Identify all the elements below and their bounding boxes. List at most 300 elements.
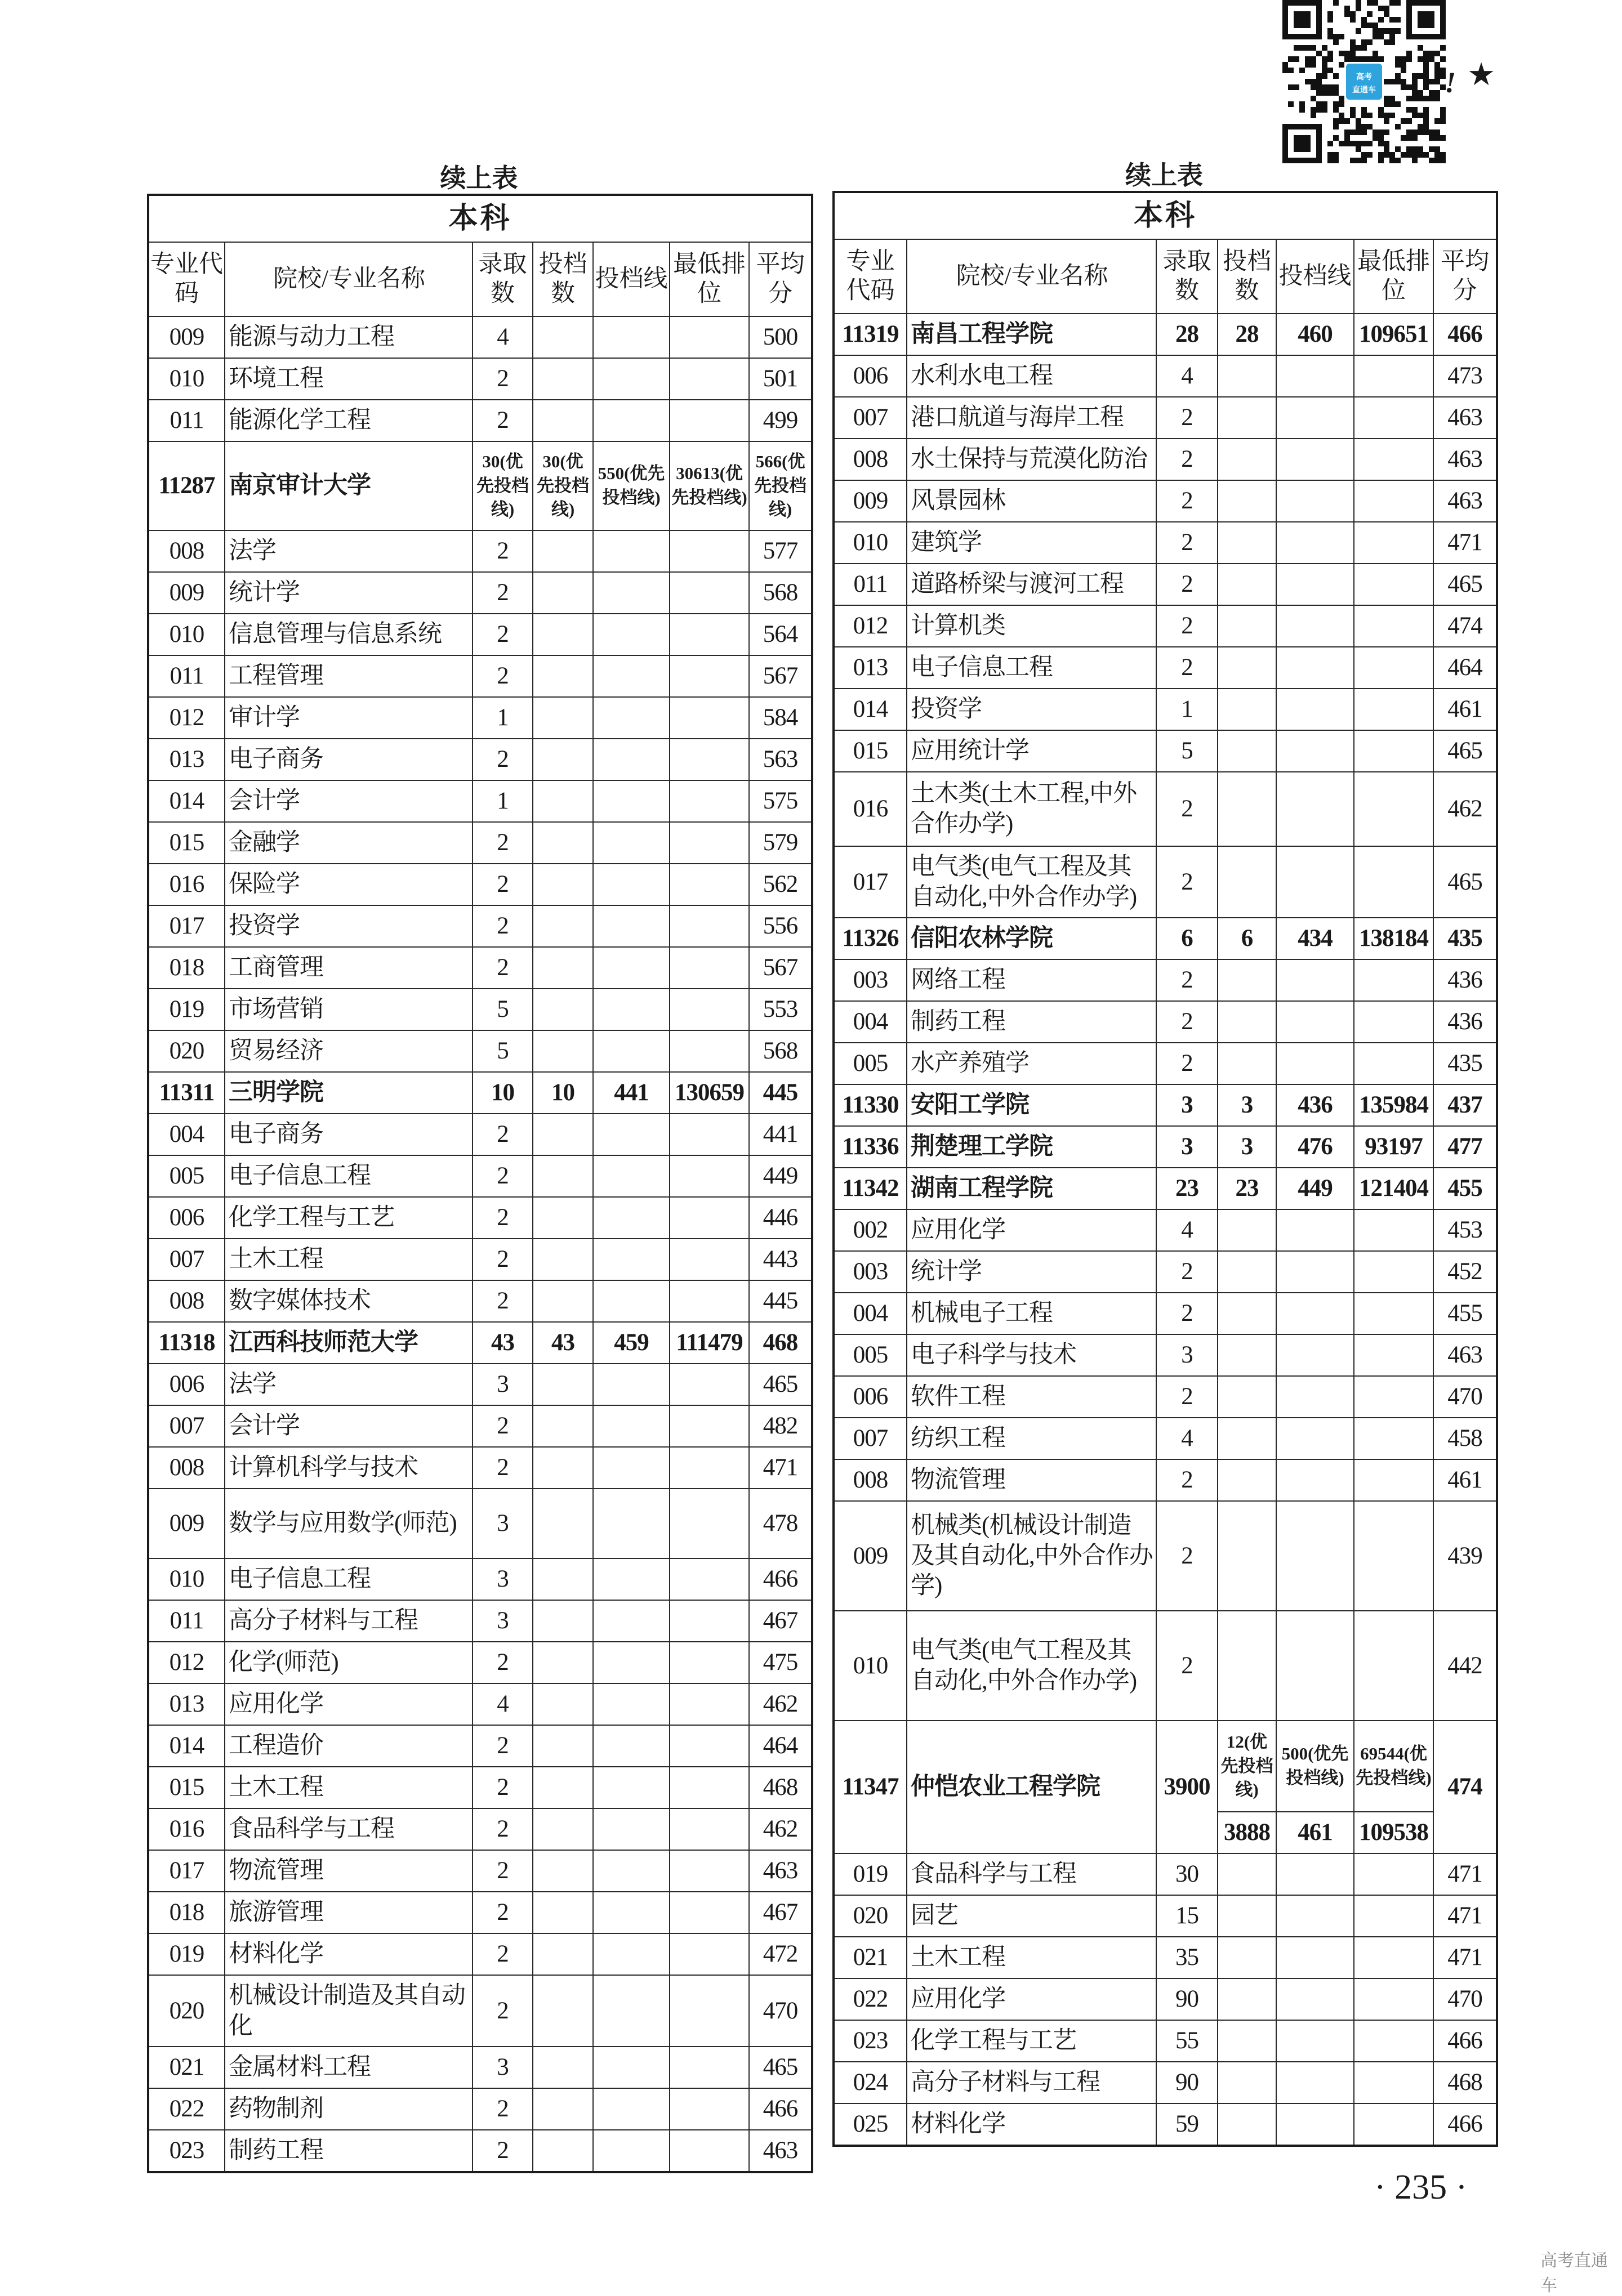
cell-cutoff — [1276, 1937, 1354, 1978]
cell-code: 006 — [834, 355, 907, 397]
cell-min-rank — [670, 1114, 749, 1155]
cell-cutoff — [1276, 959, 1354, 1001]
cell-admitted: 3 — [1156, 1126, 1218, 1168]
cell-filed — [533, 1280, 593, 1322]
cell-average: 465 — [749, 2047, 812, 2088]
cell-name: 食品科学与工程 — [907, 1853, 1156, 1895]
cell-filed — [533, 1405, 593, 1447]
cell-average: 437 — [1433, 1084, 1497, 1126]
cell-min-rank — [1354, 522, 1433, 564]
cell-min-rank — [670, 530, 749, 572]
cell-code: 017 — [148, 1850, 225, 1892]
table-row — [834, 1501, 1497, 1611]
cell-code: 011 — [148, 655, 225, 697]
cell-code: 018 — [148, 947, 225, 989]
cell-code: 014 — [834, 689, 907, 730]
cell-filed — [1218, 1376, 1276, 1418]
cell-cutoff — [1276, 605, 1354, 647]
cell-average: 467 — [749, 1892, 812, 1933]
cell-cutoff — [593, 572, 670, 614]
table-row — [148, 1600, 812, 1642]
cell-admitted: 2 — [473, 2088, 533, 2130]
cell-filed — [533, 1808, 593, 1850]
cell-code: 11319 — [834, 314, 907, 355]
table-row — [148, 905, 812, 947]
cell-cutoff — [593, 1933, 670, 1975]
cell-min-rank — [670, 1489, 749, 1558]
cell-cutoff — [593, 2047, 670, 2088]
cell-filed — [533, 780, 593, 822]
cell-filed — [1218, 772, 1276, 846]
cell-average: 441 — [749, 1114, 812, 1155]
cell-admitted: 2 — [1156, 605, 1218, 647]
table-row — [834, 522, 1497, 564]
cell-admitted: 2 — [1156, 1001, 1218, 1043]
cell-cutoff — [593, 1725, 670, 1767]
cell-min-rank — [670, 1280, 749, 1322]
cell-cutoff — [1276, 1209, 1354, 1251]
cell-min-rank: 111479 — [670, 1322, 749, 1364]
cell-min-rank — [670, 739, 749, 780]
cell-admitted: 2 — [473, 1197, 533, 1239]
cell-filed — [1218, 730, 1276, 772]
cell-min-rank — [1354, 439, 1433, 480]
cell-filed: 28 — [1218, 314, 1276, 355]
cell-average: 468 — [749, 1767, 812, 1808]
cell-average: 471 — [749, 1447, 812, 1489]
cell-code: 005 — [834, 1043, 907, 1084]
cell-average: 436 — [1433, 959, 1497, 1001]
cell-admitted: 1 — [473, 780, 533, 822]
cell-name: 南昌工程学院 — [907, 314, 1156, 355]
cell-filed — [533, 572, 593, 614]
school-row — [834, 1126, 1497, 1168]
cell-average: 500 — [749, 316, 812, 358]
cell-min-rank — [1354, 772, 1433, 846]
cell-min-rank — [670, 316, 749, 358]
cell-min-rank: 135984 — [1354, 1084, 1433, 1126]
cell-average: 461 — [1433, 1459, 1497, 1501]
cell-min-rank: 30613(优先投档线) — [670, 441, 749, 530]
cell-cutoff — [593, 358, 670, 400]
table-row — [834, 2103, 1497, 2146]
cell-min-rank: 138184 — [1354, 918, 1433, 959]
cell-name: 金属材料工程 — [225, 2047, 473, 2088]
cell-name: 金融学 — [225, 822, 473, 864]
cell-average: 463 — [1433, 480, 1497, 522]
cell-filed — [533, 1114, 593, 1155]
cell-admitted: 2 — [1156, 564, 1218, 605]
table-row — [148, 989, 812, 1030]
cell-admitted: 2 — [1156, 959, 1218, 1001]
table-row — [834, 647, 1497, 689]
cell-average: 463 — [749, 2130, 812, 2172]
cell-min-rank — [1354, 2020, 1433, 2062]
cell-filed — [1218, 439, 1276, 480]
cell-average: 449 — [749, 1155, 812, 1197]
qr-code — [1282, 0, 1446, 163]
cell-average: 468 — [749, 1322, 812, 1364]
cell-min-rank — [1354, 730, 1433, 772]
cell-average: 470 — [1433, 1376, 1497, 1418]
cell-min-rank — [670, 400, 749, 441]
cell-min-rank — [670, 1155, 749, 1197]
section-row — [148, 195, 812, 242]
cell-code: 007 — [148, 1405, 225, 1447]
cell-code: 010 — [834, 1611, 907, 1721]
column-header: 投档数 — [533, 242, 593, 316]
cell-filed — [1218, 522, 1276, 564]
cell-cutoff — [593, 530, 670, 572]
cell-name: 道路桥梁与渡河工程 — [907, 564, 1156, 605]
cell-code: 015 — [148, 822, 225, 864]
cell-filed — [1218, 1293, 1276, 1334]
cell-filed — [1218, 2103, 1276, 2146]
cell-code: 009 — [834, 480, 907, 522]
cell-name: 化学工程与工艺 — [907, 2020, 1156, 2062]
cell-cutoff — [593, 1808, 670, 1850]
cell-name: 统计学 — [225, 572, 473, 614]
cell-cutoff — [1276, 647, 1354, 689]
cell-min-rank — [670, 780, 749, 822]
cell-filed: 3 — [1218, 1084, 1276, 1126]
cell-admitted: 2 — [1156, 1459, 1218, 1501]
table-row — [148, 739, 812, 780]
cell-admitted: 2 — [473, 905, 533, 947]
cell-filed — [1218, 1895, 1276, 1937]
table-row — [834, 1937, 1497, 1978]
cell-name: 电子科学与技术 — [907, 1334, 1156, 1376]
cell-filed: 43 — [533, 1322, 593, 1364]
cell-name: 安阳工学院 — [907, 1084, 1156, 1126]
school-row — [148, 441, 812, 530]
cell-filed — [533, 822, 593, 864]
table-row — [834, 1459, 1497, 1501]
cell-admitted: 4 — [1156, 355, 1218, 397]
cell-name: 法学 — [225, 530, 473, 572]
table-row — [148, 1683, 812, 1725]
cell-min-rank — [670, 1239, 749, 1280]
cell-average: 465 — [1433, 846, 1497, 918]
table-row — [148, 1767, 812, 1808]
cell-name: 应用化学 — [907, 1209, 1156, 1251]
cell-admitted: 3 — [473, 1364, 533, 1405]
svg-text:高考: 高考 — [1356, 73, 1372, 82]
cell-min-rank — [1354, 1978, 1433, 2020]
cell-code: 005 — [148, 1155, 225, 1197]
cell-admitted: 3 — [1156, 1334, 1218, 1376]
cell-average: 568 — [749, 572, 812, 614]
cell-name: 机械电子工程 — [907, 1293, 1156, 1334]
table-row — [148, 1447, 812, 1489]
cell-code: 11287 — [148, 441, 225, 530]
cell-average: 471 — [1433, 522, 1497, 564]
cell-cutoff — [1276, 1251, 1354, 1293]
cell-cutoff — [593, 780, 670, 822]
cell-cutoff — [593, 697, 670, 739]
cell-cutoff — [593, 1558, 670, 1600]
cell-admitted: 2 — [473, 1933, 533, 1975]
cell-filed — [533, 400, 593, 441]
school-row — [834, 1084, 1497, 1126]
cell-cutoff — [1276, 1501, 1354, 1611]
section-row — [834, 192, 1497, 239]
cell-name: 三明学院 — [225, 1072, 473, 1114]
cell-admitted: 2 — [473, 739, 533, 780]
cell-name: 化学工程与工艺 — [225, 1197, 473, 1239]
cell-filed — [1218, 959, 1276, 1001]
cell-min-rank — [670, 614, 749, 655]
cell-name: 南京审计大学 — [225, 441, 473, 530]
cell-name: 信息管理与信息系统 — [225, 614, 473, 655]
cell-admitted: 5 — [473, 989, 533, 1030]
cell-min-rank — [1354, 1334, 1433, 1376]
cell-code: 005 — [834, 1334, 907, 1376]
cell-average: 501 — [749, 358, 812, 400]
cell-cutoff — [1276, 2103, 1354, 2146]
cell-code: 003 — [834, 1251, 907, 1293]
cell-filed — [533, 697, 593, 739]
cell-name: 药物制剂 — [225, 2088, 473, 2130]
cell-name: 土木类(土木工程,中外合作办学) — [907, 772, 1156, 846]
cell-cutoff — [593, 1489, 670, 1558]
cell-name: 制药工程 — [907, 1001, 1156, 1043]
cell-filed — [533, 739, 593, 780]
cell-code: 022 — [148, 2088, 225, 2130]
cell-name: 旅游管理 — [225, 1892, 473, 1933]
cell-admitted: 2 — [473, 1975, 533, 2047]
table-row — [148, 1239, 812, 1280]
cell-name: 化学(师范) — [225, 1642, 473, 1683]
section-title: 本科 — [148, 195, 812, 242]
cell-average: 482 — [749, 1405, 812, 1447]
cell-average: 477 — [1433, 1126, 1497, 1168]
cell-code: 015 — [834, 730, 907, 772]
cell-name: 建筑学 — [907, 522, 1156, 564]
cell-cutoff — [1276, 1895, 1354, 1937]
cell-min-rank — [1354, 1853, 1433, 1895]
cell-name: 荆楚理工学院 — [907, 1126, 1156, 1168]
cell-filed — [1218, 1418, 1276, 1459]
cell-min-rank: 130659 — [670, 1072, 749, 1114]
cell-cutoff: 550(优先投档线) — [593, 441, 670, 530]
table-row — [148, 1933, 812, 1975]
cell-filed — [533, 1767, 593, 1808]
cell-admitted: 5 — [1156, 730, 1218, 772]
cell-code: 11342 — [834, 1168, 907, 1209]
table-row — [148, 655, 812, 697]
table-row — [834, 355, 1497, 397]
cell-cutoff — [593, 864, 670, 905]
cell-name: 食品科学与工程 — [225, 1808, 473, 1850]
cell-name: 水利水电工程 — [907, 355, 1156, 397]
cell-name: 电气类(电气工程及其自动化,中外合作办学) — [907, 846, 1156, 918]
cell-min-rank — [670, 822, 749, 864]
cell-cutoff — [1276, 846, 1354, 918]
cell-name: 信阳农林学院 — [907, 918, 1156, 959]
cell-average: 584 — [749, 697, 812, 739]
cell-average: 471 — [1433, 1853, 1497, 1895]
cell-average: 466 — [749, 1558, 812, 1600]
cell-filed — [533, 1642, 593, 1683]
cell-filed — [1218, 1459, 1276, 1501]
cell-name: 物流管理 — [907, 1459, 1156, 1501]
cell-code: 023 — [148, 2130, 225, 2172]
cell-name: 电子商务 — [225, 1114, 473, 1155]
cell-code: 013 — [834, 647, 907, 689]
cell-admitted: 2 — [473, 864, 533, 905]
table-row — [834, 564, 1497, 605]
table-row — [148, 316, 812, 358]
cell-cutoff — [1276, 1376, 1354, 1418]
column-header: 平均分 — [749, 242, 812, 316]
cell-min-rank — [1354, 397, 1433, 439]
cell-average: 463 — [749, 1850, 812, 1892]
cell-min-rank — [1354, 1895, 1433, 1937]
cell-filed — [1218, 2020, 1276, 2062]
cell-filed — [533, 1155, 593, 1197]
cell-admitted: 2 — [1156, 1501, 1218, 1611]
column-header: 最低排位 — [670, 242, 749, 316]
left-admission-table — [147, 194, 813, 2173]
column-header: 录取数 — [473, 242, 533, 316]
cell-code: 015 — [148, 1767, 225, 1808]
cell-filed — [533, 1030, 593, 1072]
cell-priority-note: 500(优先投档线) — [1276, 1721, 1354, 1812]
cell-average: 443 — [749, 1239, 812, 1280]
cell-admitted: 2 — [1156, 846, 1218, 918]
cell-filed — [533, 1725, 593, 1767]
cell-admitted: 4 — [1156, 1418, 1218, 1459]
table-row — [834, 1895, 1497, 1937]
cell-min-rank — [1354, 1001, 1433, 1043]
table-row — [148, 1892, 812, 1933]
cell-cutoff — [1276, 689, 1354, 730]
cell-average: 475 — [749, 1642, 812, 1683]
cell-filed: 3 — [1218, 1126, 1276, 1168]
cell-cutoff — [1276, 1043, 1354, 1084]
cell-min-rank — [1354, 647, 1433, 689]
cell-name: 土木工程 — [225, 1239, 473, 1280]
cell-name: 高分子材料与工程 — [907, 2062, 1156, 2103]
cell-average: 435 — [1433, 1043, 1497, 1084]
cell-filed — [533, 358, 593, 400]
table-row — [834, 772, 1497, 846]
cell-name: 法学 — [225, 1364, 473, 1405]
cell-code: 11318 — [148, 1322, 225, 1364]
cell-average: 472 — [749, 1933, 812, 1975]
cell-filed: 30(优先投档线) — [533, 441, 593, 530]
watermark-text: 高考直通车 — [1540, 2251, 1608, 2295]
cell-admitted: 2 — [473, 1239, 533, 1280]
cell-code: 021 — [834, 1937, 907, 1978]
cell-cutoff — [593, 316, 670, 358]
cell-cutoff: 434 — [1276, 918, 1354, 959]
cell-filed — [533, 2088, 593, 2130]
cell-filed — [533, 1892, 593, 1933]
school-row — [148, 1072, 812, 1114]
cell-code: 012 — [148, 1642, 225, 1683]
column-header: 平均分 — [1433, 239, 1497, 314]
cell-average: 563 — [749, 739, 812, 780]
cell-admitted: 2 — [1156, 480, 1218, 522]
cell-filed — [533, 1975, 593, 2047]
cell-admitted: 23 — [1156, 1168, 1218, 1209]
cell-name: 园艺 — [907, 1895, 1156, 1937]
table-row — [834, 605, 1497, 647]
cell-filed — [533, 2130, 593, 2172]
cell-name: 电子信息工程 — [225, 1155, 473, 1197]
cell-name: 投资学 — [907, 689, 1156, 730]
cell-code: 019 — [148, 1933, 225, 1975]
cell-min-rank — [1354, 1293, 1433, 1334]
school-row — [834, 1721, 1497, 1812]
cell-average: 471 — [1433, 1937, 1497, 1978]
cell-filed — [1218, 2062, 1276, 2103]
cell-code: 010 — [148, 358, 225, 400]
cell-name: 电子信息工程 — [225, 1558, 473, 1600]
cell-cutoff — [593, 2130, 670, 2172]
cell-filed — [533, 1489, 593, 1558]
cell-name: 软件工程 — [907, 1376, 1156, 1418]
cell-admitted: 15 — [1156, 1895, 1218, 1937]
cell-average: 465 — [1433, 564, 1497, 605]
cell-min-rank — [1354, 1209, 1433, 1251]
cell-code: 016 — [834, 772, 907, 846]
cell-name: 贸易经济 — [225, 1030, 473, 1072]
cell-min-rank — [670, 2088, 749, 2130]
cell-code: 012 — [834, 605, 907, 647]
cell-min-rank — [670, 2130, 749, 2172]
cell-cutoff — [593, 655, 670, 697]
cell-code: 025 — [834, 2103, 907, 2146]
cell-cutoff — [1276, 397, 1354, 439]
cell-min-rank — [1354, 1611, 1433, 1721]
cell-admitted: 3 — [473, 1600, 533, 1642]
cell-min-rank — [1354, 564, 1433, 605]
cell-admitted: 2 — [473, 1892, 533, 1933]
svg-text:直通车: 直通车 — [1352, 86, 1376, 95]
cell-cutoff — [1276, 1001, 1354, 1043]
cell-min-rank — [670, 905, 749, 947]
cell-cutoff — [593, 1892, 670, 1933]
cell-min-rank — [670, 1600, 749, 1642]
table-row — [834, 1043, 1497, 1084]
cell-name: 环境工程 — [225, 358, 473, 400]
table-row — [148, 2088, 812, 2130]
cell-code: 004 — [148, 1114, 225, 1155]
cell-name: 电气类(电气工程及其自动化,中外合作办学) — [907, 1611, 1156, 1721]
table-row — [148, 1975, 812, 2047]
cell-name: 工商管理 — [225, 947, 473, 989]
table-row — [834, 1853, 1497, 1895]
cell-cutoff — [1276, 1853, 1354, 1895]
cell-name: 市场营销 — [225, 989, 473, 1030]
table-row — [834, 730, 1497, 772]
cell-min-rank — [670, 655, 749, 697]
cell-average: 556 — [749, 905, 812, 947]
table-row — [148, 1405, 812, 1447]
cell-cutoff: 460 — [1276, 314, 1354, 355]
cell-admitted: 3 — [473, 2047, 533, 2088]
cell-name: 材料化学 — [225, 1933, 473, 1975]
cell-admitted: 2 — [1156, 772, 1218, 846]
cell-min-rank — [670, 1558, 749, 1600]
cell-average: 465 — [1433, 730, 1497, 772]
cell-code: 013 — [148, 1683, 225, 1725]
cell-name: 网络工程 — [907, 959, 1156, 1001]
cell-code: 008 — [834, 1459, 907, 1501]
